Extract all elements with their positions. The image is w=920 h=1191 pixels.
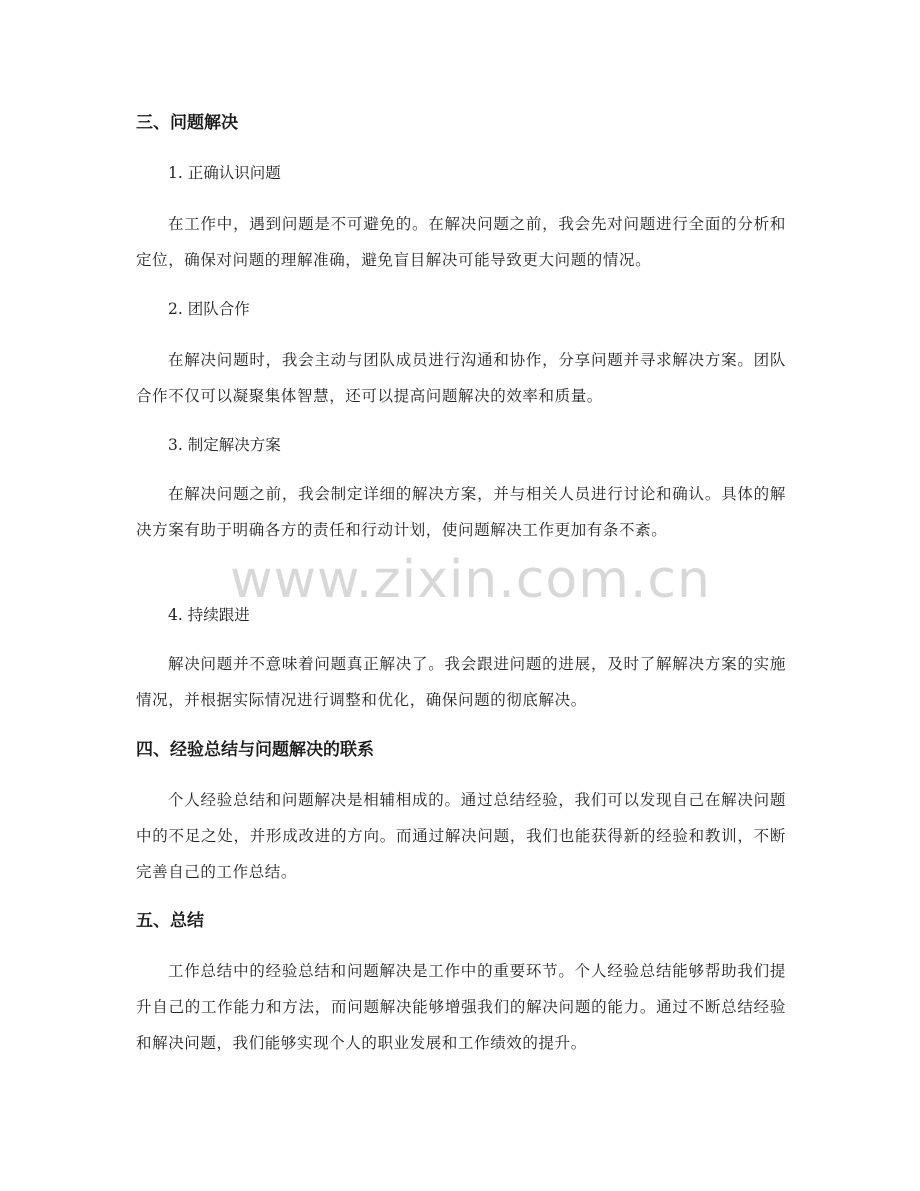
section-heading-problem-solving: 三、问题解决 — [136, 113, 238, 133]
subheading-recognize-problem: 1. 正确认识问题 — [168, 164, 281, 182]
subheading-teamwork: 2. 团队合作 — [168, 300, 250, 318]
paragraph-recognize-problem: 在工作中，遇到问题是不可避免的。在解决问题之前，我会先对问题进行全面的分析和定位，确保对问题的理解准确，避免盲目解决可能导致更大问题的情况。 — [136, 215, 786, 269]
paragraph-follow-up: 解决问题并不意味着问题真正解决了。我会跟进问题的进展，及时了解解决方案的实施情况，并根据实际情况进行调整和优化，确保问题的彻底解决。 — [136, 655, 786, 709]
subheading-follow-up: 4. 持续跟进 — [168, 606, 250, 624]
paragraph-connection: 个人经验总结和问题解决是相辅相成的。通过总结经验，我们可以发现自己在解决问题中的不足之处，并形成改进的方向。而通过解决问题，我们也能获得新的经验和教训，不断完善自己的工作总结。 — [136, 791, 786, 881]
section-heading-summary: 五、总结 — [136, 911, 204, 931]
section-heading-connection: 四、经验总结与问题解决的联系 — [136, 740, 374, 760]
watermark: www.zixin.com.cn — [230, 550, 711, 610]
subheading-make-plan: 3. 制定解决方案 — [168, 436, 281, 454]
paragraph-make-plan: 在解决问题之前，我会制定详细的解决方案，并与相关人员进行讨论和确认。具体的解决方案有助于明确各方的责任和行动计划，使问题解决工作更加有条不紊。 — [136, 485, 786, 539]
paragraph-summary: 工作总结中的经验总结和问题解决是工作中的重要环节。个人经验总结能够帮助我们提升自己的工作能力和方法，而问题解决能够增强我们的解决问题的能力。通过不断总结经验和解决问题，我们能够实现个人的职业发展和工作绩效的提升。 — [136, 962, 786, 1052]
paragraph-teamwork: 在解决问题时，我会主动与团队成员进行沟通和协作，分享问题并寻求解决方案。团队合作不仅可以凝聚集体智慧，还可以提高问题解决的效率和质量。 — [136, 351, 786, 405]
